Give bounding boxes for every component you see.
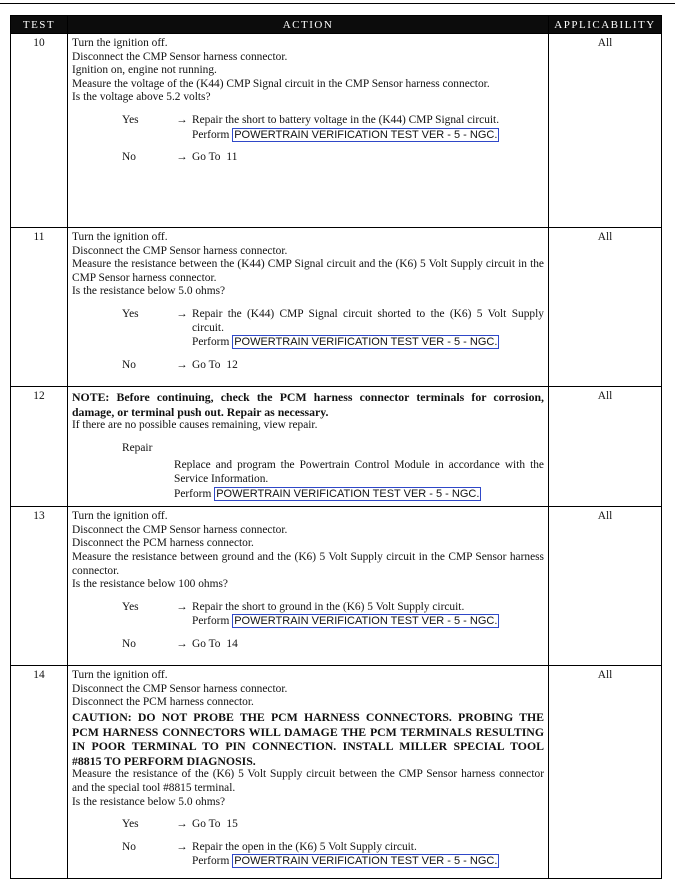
- action-question: Is the resistance below 5.0 ohms?: [72, 285, 226, 298]
- action-cell: [68, 666, 549, 879]
- goto-target[interactable]: 14: [226, 637, 238, 650]
- no-response: [72, 359, 544, 373]
- verification-test-link[interactable]: POWERTRAIN VERIFICATION TEST VER - 5 - NGC.: [234, 855, 498, 868]
- caution-text: CAUTION: DO NOT PROBE THE PCM HARNESS CONNECTORS. PROBING THE PCM HARNESS CONNECTORS WILL DAMAGE THE PCM TERMINALS RESULTING IN POOR TERMINAL TO PIN CONNECTION. INSTALL MILLER SPECIAL TOOL #8815 TO PERFORM DIAGNOSIS.: [72, 709, 544, 768]
- table-header-row: [11, 16, 662, 34]
- perform-label: Perform: [192, 336, 230, 349]
- action-cell: [68, 387, 549, 507]
- right-arrow-icon: →: [176, 151, 188, 164]
- right-arrow-icon: →: [176, 358, 188, 371]
- action-cell: [68, 228, 549, 387]
- action-step: Turn the ignition off.: [72, 669, 168, 682]
- action-step: Measure the resistance between ground and the (K6) 5 Volt Supply circuit in the CMP Sensor harness connector.: [72, 550, 544, 577]
- test-number: 12: [11, 387, 68, 507]
- action-cell: [68, 34, 549, 228]
- yes-label: Yes: [122, 307, 139, 320]
- action-step: Disconnect the PCM harness connector.: [72, 696, 254, 709]
- verification-test-link[interactable]: POWERTRAIN VERIFICATION TEST VER - 5 - NGC.: [234, 615, 498, 628]
- applicability: All: [549, 387, 662, 507]
- no-response: [72, 151, 544, 165]
- test-number: 11: [11, 228, 68, 387]
- applicability: All: [549, 228, 662, 387]
- action-cell: [68, 507, 549, 666]
- table-row-test-12: [11, 387, 662, 507]
- applicability: All: [549, 666, 662, 879]
- action-question: Is the voltage above 5.2 volts?: [72, 91, 211, 104]
- yes-label: Yes: [122, 600, 139, 613]
- right-arrow-icon: →: [176, 818, 188, 831]
- applicability: All: [549, 34, 662, 228]
- perform-label: Perform: [192, 855, 230, 868]
- right-arrow-icon: →: [176, 637, 188, 650]
- action-step: Turn the ignition off.: [72, 37, 168, 49]
- action-step: Turn the ignition off.: [72, 231, 168, 243]
- goto-label: Go To: [192, 151, 221, 164]
- table-row-test-11: [11, 228, 662, 387]
- applicability: All: [549, 507, 662, 666]
- goto-target[interactable]: 11: [226, 151, 238, 164]
- page-top-rule: [0, 3, 675, 4]
- action-step: Turn the ignition off.: [72, 510, 168, 523]
- action-step: Ignition on, engine not running.: [72, 64, 217, 77]
- yes-response: [72, 308, 544, 350]
- right-arrow-icon: →: [176, 600, 188, 613]
- verification-test-link[interactable]: POWERTRAIN VERIFICATION TEST VER - 5 - NGC.: [234, 336, 498, 349]
- action-question: Is the resistance below 5.0 ohms?: [72, 795, 226, 808]
- header-test: TEST: [11, 16, 68, 34]
- yes-label: Yes: [122, 818, 139, 831]
- test-number: 14: [11, 666, 68, 879]
- header-action: ACTION: [68, 16, 549, 34]
- action-step: Disconnect the CMP Sensor harness connector.: [72, 50, 288, 63]
- test-number: 13: [11, 507, 68, 666]
- test-number: 10: [11, 34, 68, 228]
- perform-label: Perform: [174, 487, 212, 500]
- repair-instruction: Repair the (K44) CMP Signal circuit shorted to the (K6) 5 Volt Supply circuit.: [192, 307, 544, 334]
- action-step: Measure the resistance between the (K44) CMP Signal circuit and the (K6) 5 Volt Supply circuit in the CMP Sensor harness connector.: [72, 258, 544, 284]
- yes-response: [72, 114, 544, 142]
- right-arrow-icon: →: [176, 113, 188, 126]
- action-step: Disconnect the CMP Sensor harness connector.: [72, 523, 288, 536]
- action-question: Is the resistance below 100 ohms?: [72, 578, 228, 591]
- perform-label: Perform: [192, 128, 230, 141]
- yes-label: Yes: [122, 113, 139, 126]
- goto-label: Go To: [192, 358, 221, 371]
- goto-target[interactable]: 15: [226, 818, 238, 831]
- no-response: [72, 841, 544, 869]
- perform-label: Perform: [192, 615, 230, 628]
- no-label: No: [122, 840, 136, 853]
- table-row-test-14: [11, 666, 662, 879]
- goto-label: Go To: [192, 818, 221, 831]
- right-arrow-icon: →: [176, 307, 188, 320]
- goto-label: Go To: [192, 637, 221, 650]
- action-step: If there are no possible causes remaining, view repair.: [72, 419, 318, 432]
- table-row-test-13: [11, 507, 662, 666]
- right-arrow-icon: →: [176, 840, 188, 853]
- verification-test-link[interactable]: POWERTRAIN VERIFICATION TEST VER - 5 - NGC.: [216, 487, 480, 500]
- repair-instruction: Replace and program the Powertrain Control Module in accordance with the Service Information.: [174, 459, 544, 485]
- header-applicability: APPLICABILITY: [549, 16, 662, 34]
- action-step: Disconnect the CMP Sensor harness connector.: [72, 244, 288, 257]
- no-label: No: [122, 151, 136, 164]
- yes-response: [72, 818, 544, 832]
- repair-instruction: Repair the open in the (K6) 5 Volt Supply circuit.: [192, 840, 417, 853]
- goto-target[interactable]: 12: [226, 358, 238, 371]
- action-step: Disconnect the CMP Sensor harness connector.: [72, 682, 288, 695]
- verification-test-link[interactable]: POWERTRAIN VERIFICATION TEST VER - 5 - NGC.: [234, 128, 498, 141]
- note-text: NOTE: Before continuing, check the PCM harness connector terminals for corrosion, damage, or terminal push out. Repair as necessary.: [72, 390, 544, 419]
- no-label: No: [122, 637, 136, 650]
- action-step: Disconnect the PCM harness connector.: [72, 537, 254, 550]
- table-row-test-10: [11, 34, 662, 228]
- repair-response: [72, 459, 544, 501]
- action-step: Measure the resistance of the (K6) 5 Volt Supply circuit between the CMP Sensor harness connector and the special tool #8815 terminal.: [72, 768, 544, 794]
- diagnostic-test-table: [10, 15, 662, 879]
- repair-label: Repair: [122, 441, 153, 454]
- yes-response: [72, 601, 544, 629]
- action-step: Measure the voltage of the (K44) CMP Signal circuit in the CMP Sensor harness connector.: [72, 77, 490, 90]
- repair-instruction: Repair the short to ground in the (K6) 5 Volt Supply circuit.: [192, 600, 465, 613]
- no-label: No: [122, 358, 136, 371]
- repair-instruction: Repair the short to battery voltage in the (K44) CMP Signal circuit.: [192, 113, 500, 126]
- no-response: [72, 638, 544, 652]
